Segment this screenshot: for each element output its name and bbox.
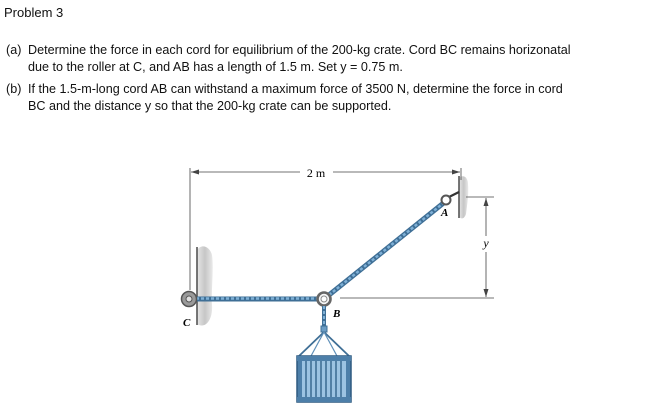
question-b-line-1: If the 1.5-m-long cord AB can withstand a maximum force of 3500 N, determine the force in cord (28, 82, 563, 96)
dimension-y-label: y (483, 236, 489, 250)
cord-crate-hanger (321, 306, 327, 332)
question-b-tag: (b) (6, 82, 22, 96)
point-b-label: B (333, 308, 341, 320)
dimension-y (340, 197, 494, 298)
question-a-line-1: Determine the force in each cord for equilibrium of the 200-kg crate. Cord BC remains horizonatal (28, 43, 571, 57)
anchor-a (442, 192, 460, 205)
cord-ab (329, 201, 449, 295)
crate-sling (299, 332, 349, 356)
problem-title: Problem 3 (4, 5, 64, 20)
question-b-line-2: BC and the distance y so that the 200-kg crate can be supported. (28, 99, 392, 113)
crate (297, 356, 351, 402)
ring-b (318, 293, 331, 306)
dimension-2m (190, 168, 461, 290)
question-a-line-2: due to the roller at C, and AB has a length of 1.5 m. Set y = 0.75 m. (28, 60, 403, 74)
question-a-tag: (a) (6, 43, 22, 57)
left-wall (197, 246, 213, 325)
roller-c (182, 292, 197, 307)
dimension-2m-label: 2 m (306, 166, 326, 180)
cord-bc (196, 299, 318, 300)
point-c-label: C (183, 317, 191, 329)
point-a-label: A (441, 207, 449, 219)
